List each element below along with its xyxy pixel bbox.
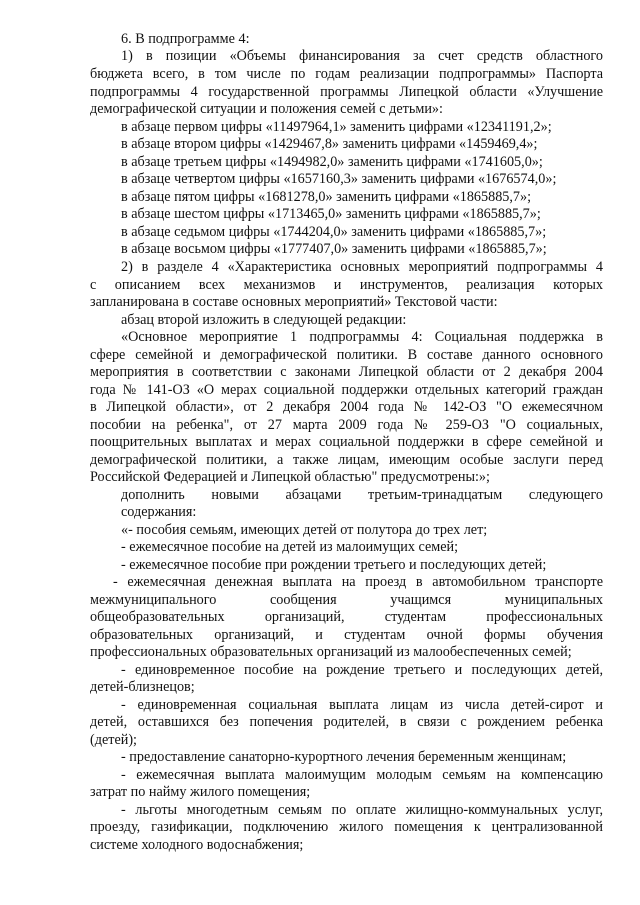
list-item-continued: межмуниципального сообщения учащимся муниципальных	[90, 592, 603, 608]
quote-line: пособии на ребенка", от 27 марта 2009 года № 259-ОЗ "О социальных,	[90, 417, 603, 433]
paragraph-line: 1) в позиции «Объемы финансирования за счет средств областного	[121, 48, 603, 64]
quote-line: мероприятия в соответствии с законами Липецкой области от 2 декабря 2004	[90, 364, 603, 380]
quote-line: года № 141-ОЗ «О мерах социальной поддержки отдельных категорий граждан	[90, 382, 603, 398]
list-item-continued: затрат по найму жилого помещения;	[90, 784, 311, 800]
quote-line: «Основное мероприятие 1 подпрограммы 4: Социальная поддержка в	[121, 329, 603, 345]
quote-line: сфере семейной и демографической политики. В составе данного основного	[90, 347, 603, 363]
list-item-continued: системе холодного водоснабжения;	[90, 837, 304, 853]
paragraph-line: дополнить новыми абзацами третьим-тринадцатым следующего	[121, 487, 603, 503]
list-item: «- пособия семьям, имеющих детей от полутора до трех лет;	[121, 522, 488, 538]
list-item-continued: проезду, газификации, подключению жилого помещения к централизованной	[90, 819, 603, 835]
quote-line: Российской Федерацией и Липецкой областью" предусмотрены:»;	[90, 469, 490, 485]
list-item-continued: (детей);	[90, 732, 137, 748]
amendment-line: в абзаце пятом цифры «1681278,0» заменить цифрами «1865885,7»;	[121, 189, 532, 205]
quote-line: поощрительных выплатах и мерах социальной поддержки в сфере семейной и	[90, 434, 603, 450]
paragraph-line: 2) в разделе 4 «Характеристика основных мероприятий подпрограммы 4	[121, 259, 603, 275]
list-item: - льготы многодетным семьям по оплате жилищно-коммунальных услуг,	[121, 802, 603, 818]
list-item: - единовременная социальная выплата лицам из числа детей-сирот и	[121, 697, 603, 713]
paragraph-line: бюджета всего, в том числе по годам реализации подпрограммы» Паспорта	[90, 66, 603, 82]
amendment-line: в абзаце седьмом цифры «1744204,0» заменить цифрами «1865885,7»;	[121, 224, 547, 240]
list-item: - единовременное пособие на рождение третьего и последующих детей,	[121, 662, 603, 678]
list-item: - ежемесячное пособие при рождении третьего и последующих детей;	[121, 557, 547, 573]
amendment-line: в абзаце первом цифры «11497964,1» заменить цифрами «12341191,2»;	[121, 119, 552, 135]
paragraph-line: демографической ситуации и положения семей с детьми»:	[90, 101, 443, 117]
amendment-line: в абзаце восьмом цифры «1777407,0» заменить цифрами «1865885,7»;	[121, 241, 547, 257]
amendment-line: в абзаце четвертом цифры «1657160,3» заменить цифрами «1676574,0»;	[121, 171, 557, 187]
amendment-line: в абзаце третьем цифры «1494982,0» заменить цифрами «1741605,0»;	[121, 154, 543, 170]
list-item-continued: детей-близнецов;	[90, 679, 195, 695]
list-item-continued: детей, оставшихся без попечения родителей, в связи с рождением ребенка	[90, 714, 603, 730]
paragraph-line: запланирована в составе основных мероприятий» Текстовой части:	[90, 294, 498, 310]
amendment-line: в абзаце шестом цифры «1713465,0» заменить цифрами «1865885,7»;	[121, 206, 541, 222]
paragraph-line: с описанием всех механизмов и инструментов, реализация которых	[90, 277, 603, 293]
list-item: - ежемесячная выплата малоимущим молодым семьям на компенсацию	[121, 767, 603, 783]
list-item: - предоставление санаторно-курортного лечения беременным женщинам;	[121, 749, 567, 765]
list-item-continued: общеобразовательных организаций, студентам профессиональных	[90, 609, 603, 625]
amendment-line: в абзаце втором цифры «1429467,8» заменить цифрами «1459469,4»;	[121, 136, 538, 152]
quote-line: в Липецкой области», от 2 декабря 2004 года № 142-ОЗ "О ежемесячном	[90, 399, 603, 415]
list-item-continued: образовательных организаций, и студентам очной формы обучения	[90, 627, 603, 643]
paragraph-line: абзац второй изложить в следующей редакции:	[121, 312, 407, 328]
list-item-continued: профессиональных образовательных организаций из малообеспеченных семей;	[90, 644, 572, 660]
section-heading: 6. В подпрограмме 4:	[121, 31, 250, 47]
list-item: - ежемесячная денежная выплата на проезд в автомобильном транспорте	[113, 574, 603, 590]
quote-line: демографической политики, а также лицам, имеющим особые заслуги перед	[90, 452, 603, 468]
list-item: - ежемесячное пособие на детей из малоимущих семей;	[121, 539, 459, 555]
paragraph-line: содержания:	[121, 504, 197, 520]
paragraph-line: подпрограммы 4 государственной программы Липецкой области «Улучшение	[90, 84, 603, 100]
